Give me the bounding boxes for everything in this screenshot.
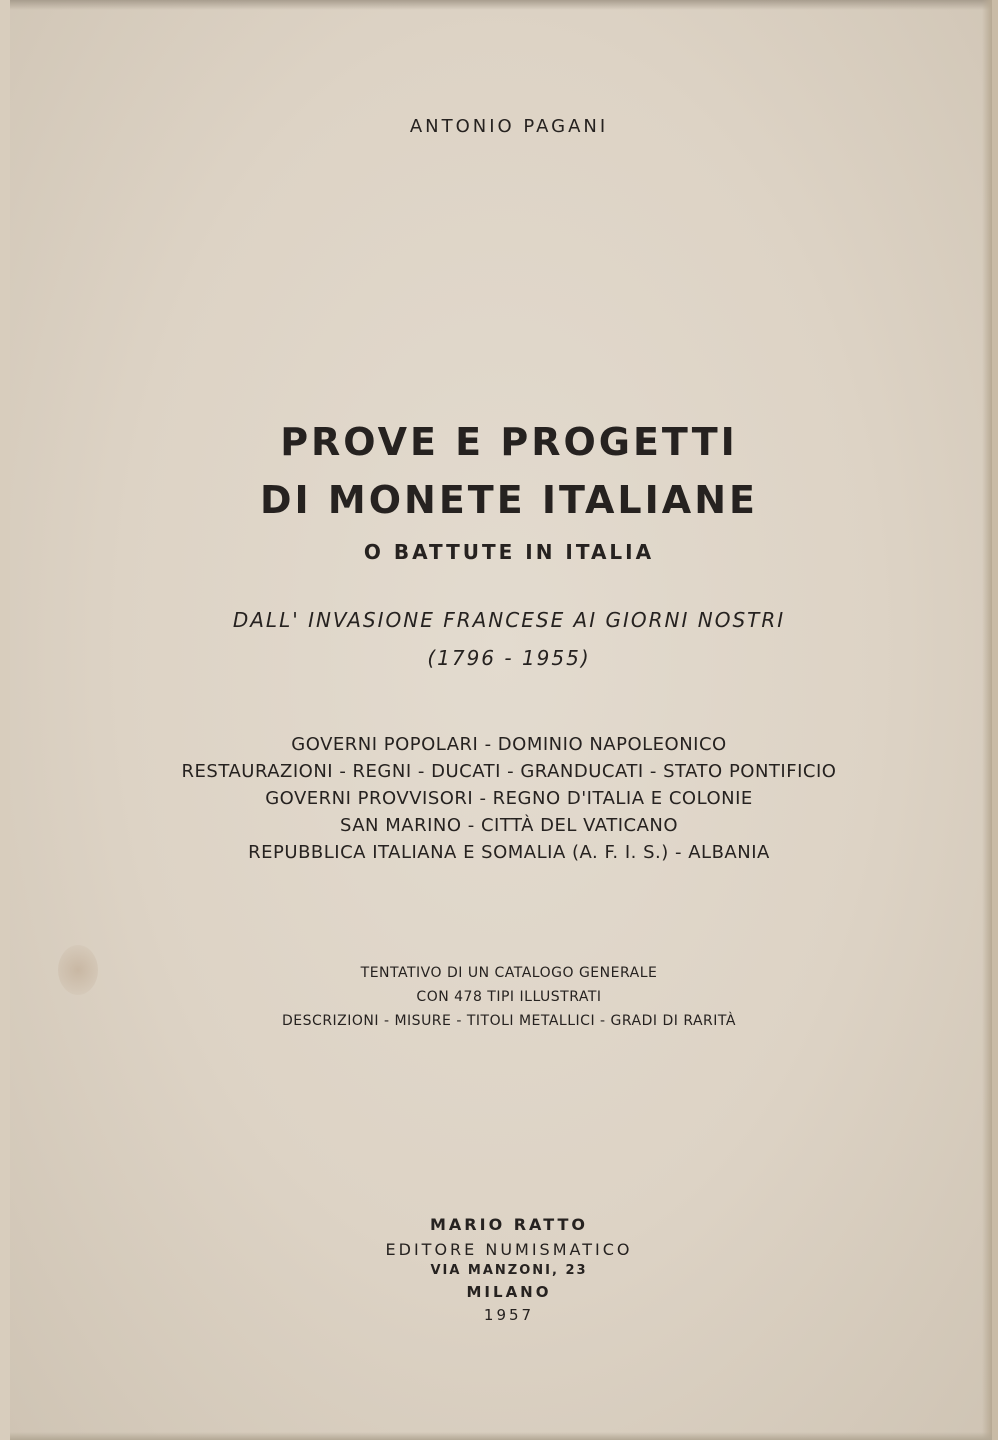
publisher-name: MARIO RATTO — [429, 1215, 588, 1234]
period-dates: (1796 - 1955) — [427, 646, 591, 670]
title-line-2: DI MONETE ITALIANE — [260, 478, 758, 522]
regions-line-4: SAN MARINO - CITTÀ DEL VATICANO — [339, 815, 679, 836]
publisher-address: VIA MANZONI, 23 — [430, 1263, 588, 1278]
period-line-1: DALL' INVASIONE FRANCESE AI GIORNI NOSTRI — [232, 608, 786, 632]
catalog-line-3: DESCRIZIONI - MISURE - TITOLI METALLICI - GRADI DI RARITÀ — [282, 1013, 736, 1029]
title-line-1: PROVE E PROGETTI — [280, 420, 738, 464]
publisher-city: MILANO — [466, 1283, 552, 1301]
regions-line-2: RESTAURAZIONI - REGNI - DUCATI - GRANDUCATI - STATO PONTIFICIO — [181, 761, 837, 782]
cover-top-edge — [10, 0, 998, 10]
regions-line-3: GOVERNI PROVVISORI - REGNO D'ITALIA E COLONIE — [265, 788, 753, 809]
catalog-line-1: TENTATIVO DI UN CATALOGO GENERALE — [360, 965, 658, 981]
regions-line-1: GOVERNI POPOLARI - DOMINIO NAPOLEONICO — [291, 734, 727, 755]
cover-bottom-edge — [10, 1432, 998, 1440]
publication-year: 1957 — [483, 1306, 535, 1324]
subtitle: O BATTUTE IN ITALIA — [363, 540, 655, 564]
regions-line-5: REPUBBLICA ITALIANA E SOMALIA (A. F. I. S.) - ALBANIA — [248, 842, 770, 863]
catalog-line-2: CON 478 TIPI ILLUSTRATI — [416, 989, 602, 1005]
publisher-role: EDITORE NUMISMATICO — [385, 1240, 633, 1259]
author-name: ANTONIO PAGANI — [409, 116, 609, 137]
